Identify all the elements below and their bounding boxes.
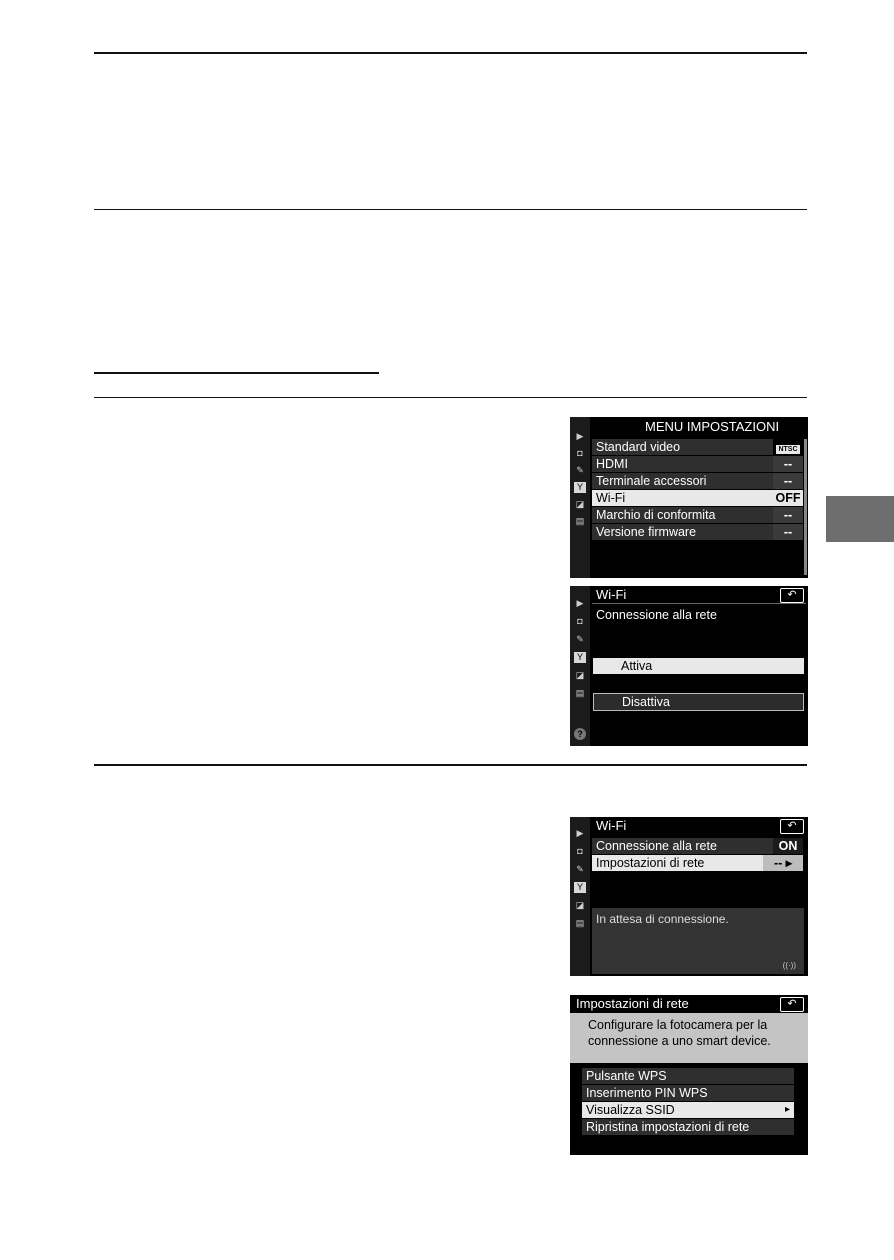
item-ripristina[interactable]: Ripristina impostazioni di rete — [582, 1119, 794, 1135]
retouch-icon: ◪ — [575, 670, 585, 680]
pencil-icon: ✎ — [576, 864, 584, 874]
antenna-icon: ((·)) — [782, 961, 796, 970]
heading-underline — [94, 372, 379, 374]
section-rule-1 — [94, 209, 807, 210]
wrench-icon: Y — [574, 882, 586, 893]
camera-icon: ◘ — [577, 448, 583, 458]
item-pulsante-wps[interactable]: Pulsante WPS — [582, 1068, 794, 1084]
retouch-icon: ◪ — [575, 900, 585, 910]
back-icon[interactable]: ↶ — [780, 997, 804, 1012]
back-icon[interactable]: ↶ — [780, 588, 804, 603]
menu-sidebar — [570, 817, 590, 976]
ntsc-badge: NTSC — [775, 444, 800, 455]
status-panel — [592, 908, 804, 974]
option-attiva[interactable]: Attiva — [593, 658, 804, 674]
scrollbar[interactable] — [804, 439, 807, 575]
wifi-connection-screen — [570, 586, 808, 746]
top-rule — [94, 52, 807, 54]
menu-item-wifi[interactable]: Wi-Fi OFF — [592, 490, 803, 506]
setup-menu-screen — [570, 417, 808, 578]
wrench-icon: Y — [574, 652, 586, 663]
info-line-1: Configurare la fotocamera per la — [588, 1018, 768, 1032]
menu-item-hdmi[interactable]: HDMI -- — [592, 456, 803, 472]
back-icon[interactable]: ↶ — [780, 819, 804, 834]
info-panel — [570, 1013, 808, 1063]
camera-icon: ◘ — [577, 846, 583, 856]
playback-icon: ▶ — [576, 598, 584, 608]
wifi-settings-screen — [570, 817, 808, 976]
status-text: In attesa di connessione. — [596, 912, 729, 926]
item-inserimento-pin-wps[interactable]: Inserimento PIN WPS — [582, 1085, 794, 1101]
screen-title: Wi-Fi — [596, 818, 627, 833]
menu-item-marchio[interactable]: Marchio di conformita -- — [592, 507, 803, 523]
item-impostazioni-rete[interactable]: Impostazioni di rete -- ▸ — [592, 855, 803, 871]
screen-title: Impostazioni di rete — [576, 996, 689, 1011]
network-settings-screen — [570, 995, 808, 1155]
wrench-icon: Y — [574, 482, 586, 493]
item-connessione-rete[interactable]: Connessione alla rete ON — [592, 838, 803, 854]
pencil-icon: ✎ — [576, 634, 584, 644]
menu-item-versione-firmware[interactable]: Versione firmware -- — [592, 524, 803, 540]
playback-icon: ▶ — [576, 828, 584, 838]
my-menu-icon: ▤ — [575, 516, 585, 526]
item-visualizza-ssid[interactable]: Visualizza SSID ▸ — [582, 1102, 794, 1118]
menu-sidebar — [570, 417, 590, 578]
retouch-icon: ◪ — [575, 499, 585, 509]
info-line-2: connessione a uno smart device. — [588, 1034, 771, 1048]
right-arrow-icon: ▸ — [784, 1104, 790, 1115]
section-rule-2 — [94, 397, 807, 398]
chapter-tab — [826, 496, 894, 542]
help-icon: ? — [574, 728, 586, 740]
menu-sidebar — [570, 586, 590, 746]
subtitle: Connessione alla rete — [596, 608, 717, 622]
section-rule-3 — [94, 764, 807, 766]
menu-title: MENU IMPOSTAZIONI — [645, 419, 780, 434]
pencil-icon: ✎ — [576, 465, 584, 475]
camera-icon: ◘ — [577, 616, 583, 626]
playback-icon: ▶ — [576, 431, 584, 441]
my-menu-icon: ▤ — [575, 918, 585, 928]
option-disattiva[interactable]: Disattiva — [593, 693, 804, 711]
menu-item-terminale-accessori[interactable]: Terminale accessori -- — [592, 473, 803, 489]
my-menu-icon: ▤ — [575, 688, 585, 698]
screen-title: Wi-Fi — [596, 587, 627, 602]
title-divider — [592, 603, 806, 604]
menu-item-standard-video[interactable]: Standard video NTSC — [592, 439, 803, 455]
